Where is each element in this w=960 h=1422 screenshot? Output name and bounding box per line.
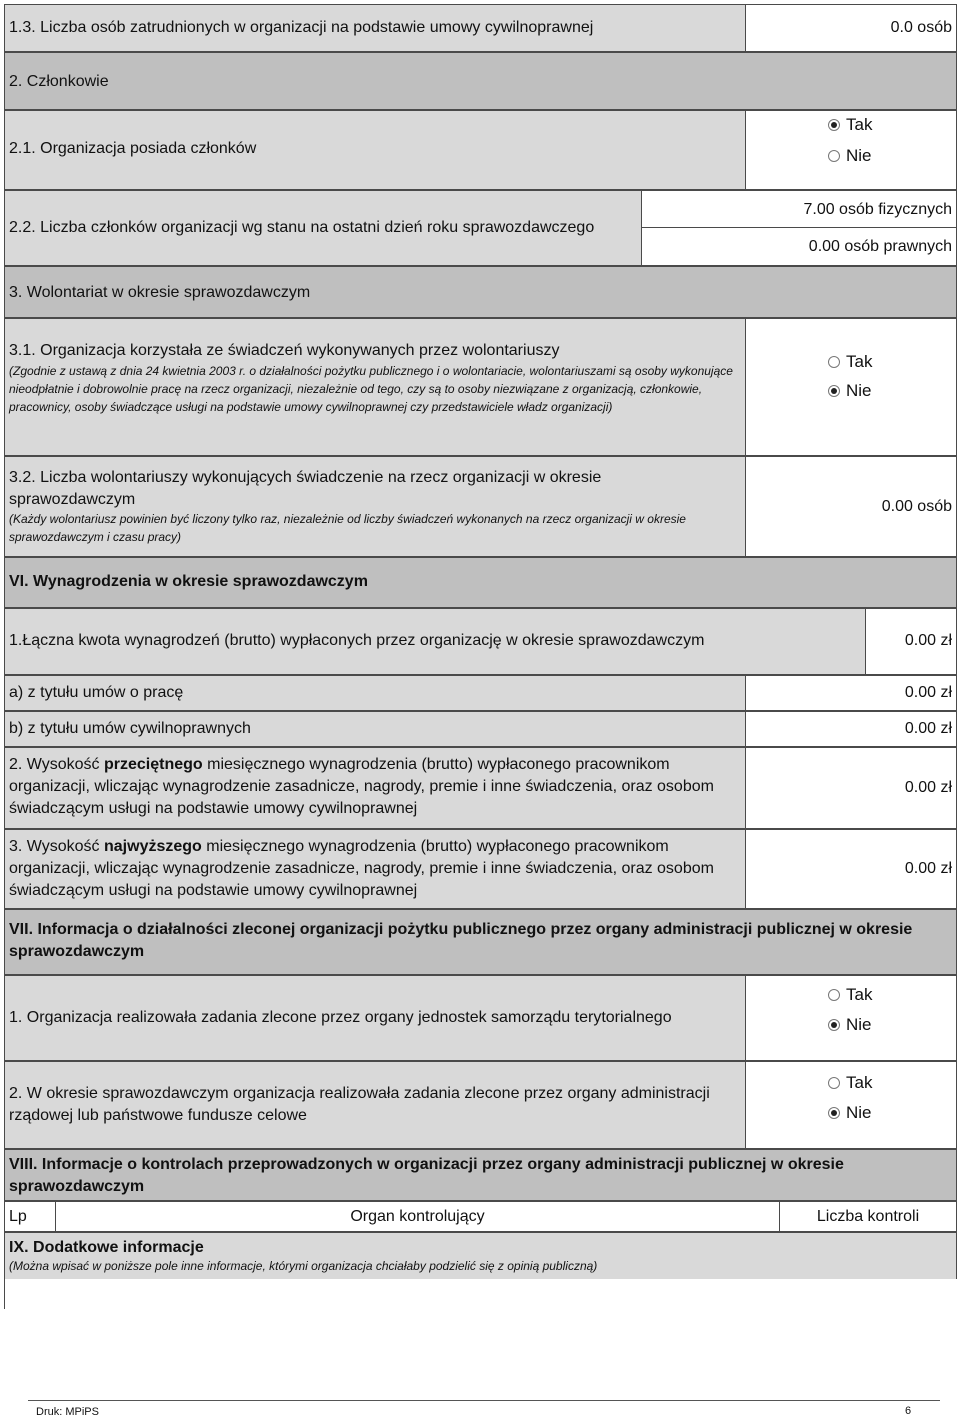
radio-label: Nie xyxy=(846,146,872,165)
radio-selected-icon xyxy=(828,385,840,397)
radio-label: Tak xyxy=(846,985,873,1004)
radio-unselected-icon xyxy=(828,356,840,368)
radio-3-1-yes[interactable] xyxy=(828,352,872,372)
col-lp-label: Lp xyxy=(9,1208,27,1225)
radio-3-1-no[interactable] xyxy=(828,381,872,401)
row-6-3-label xyxy=(9,836,744,902)
radio-unselected-icon xyxy=(828,1077,840,1089)
row-2-2-value-fiz: 7.00 osób fizycznych xyxy=(803,201,952,218)
row-6-3-label-post: miesięcznego wynagrodzenia (brutto) wypłaconego pracownikom organizacji, wliczając wynagrodzenie zasadnicze, nagrody, premie i inne świadczenia, oraz osobom świadczącym usługi na podstawie umowy cywilnoprawnej xyxy=(9,838,714,899)
row-6-a-value: 0.00 zł xyxy=(904,684,952,701)
radio-label: Tak xyxy=(846,115,873,134)
row-6-2-value: 0.00 zł xyxy=(904,779,952,796)
section-6-title: VI. Wynagrodzenia w okresie sprawozdawczym xyxy=(9,573,368,590)
radio-7-2-yes[interactable] xyxy=(828,1073,872,1093)
section-3-title: 3. Wolontariat w okresie sprawozdawczym xyxy=(9,284,311,301)
row-2-1-label: 2.1. Organizacja posiada członków xyxy=(9,140,257,157)
radio-label: Nie xyxy=(846,1103,872,1122)
radio-7-1-yes[interactable] xyxy=(828,985,872,1005)
row-6-1-label: 1.Łączna kwota wynagrodzeń (brutto) wypłaconych przez organizację w okresie sprawozdawczym xyxy=(9,632,705,649)
row-1-3-value: 0.0 osób xyxy=(890,19,952,36)
radio-selected-icon xyxy=(828,1019,840,1031)
radio-selected-icon xyxy=(828,119,840,131)
row-3-2-label: 3.2. Liczba wolontariuszy wykonujących świadczenie na rzecz organizacji w okresie sprawozdawczym xyxy=(9,469,602,508)
row-3-2-value: 0.00 osób xyxy=(881,498,952,515)
radio-label: Tak xyxy=(846,1073,873,1092)
section-2-title: 2. Członkowie xyxy=(9,73,109,90)
radio-unselected-icon xyxy=(828,989,840,1001)
radio-2-1-yes[interactable] xyxy=(828,115,872,135)
radio-label: Tak xyxy=(846,352,873,371)
radio-7-1-no[interactable] xyxy=(828,1015,872,1035)
footer-divider xyxy=(28,1400,940,1401)
radio-label: Nie xyxy=(846,1015,872,1034)
row-7-2-label: 2. W okresie sprawozdawczym organizacja realizowała zadania zlecone przez organy administracji rządowej lub państwowe fundusze celowe xyxy=(9,1085,710,1124)
footer-print: Druk: MPiPS xyxy=(36,1406,99,1418)
section-8-title: VIII. Informacje o kontrolach przeprowadzonych w organizacji przez organy administracji publicznej w okresie sprawozdawczym xyxy=(9,1156,844,1195)
radio-selected-icon xyxy=(828,1107,840,1119)
col-liczba-label: Liczba kontroli xyxy=(816,1208,920,1225)
col-organ-label: Organ kontrolujący xyxy=(350,1208,485,1225)
row-3-1-note: (Zgodnie z ustawą z dnia 24 kwietnia 2003 r. o działalności pożytku publicznego i o wolontariacie, wolontariuszami są osoby wykonujące nieodpłatnie i dobrowolnie pracę na rzecz organizacji, niezależnie od tego, czy są to osoby niezwiązane z organizacją, członkowie, pracownicy, osoby świadczące usługi na podstawie umowy cywilnoprawnej czy przedstawiciele władz organizacji) xyxy=(9,364,733,414)
radio-unselected-icon xyxy=(828,150,840,162)
row-2-2-value-praw: 0.00 osób prawnych xyxy=(808,238,952,255)
footer-page-number: 6 xyxy=(905,1405,912,1417)
radio-7-2-no[interactable] xyxy=(828,1103,872,1123)
radio-label: Nie xyxy=(846,381,872,400)
section-2-header xyxy=(4,52,957,110)
row-1-3-label: 1.3. Liczba osób zatrudnionych w organizacji na podstawie umowy cywilnoprawnej xyxy=(9,19,594,36)
row-2-2-label: 2.2. Liczba członków organizacji wg stanu na ostatni dzień roku sprawozdawczego xyxy=(9,219,595,236)
row-6-a-label: a) z tytułu umów o pracę xyxy=(9,684,184,701)
section-9-title: IX. Dodatkowe informacje xyxy=(9,1239,204,1256)
row-6-2-label-pre: 2. Wysokość xyxy=(9,756,104,773)
row-3-2-note: (Każdy wolontariusz powinien być liczony tylko raz, niezależnie od liczby świadczeń wykonanych na rzecz organizacji w okresie sprawozdawczym i czasu pracy) xyxy=(9,512,686,544)
radio-2-1-no[interactable] xyxy=(828,146,872,166)
row-6-b-value: 0.00 zł xyxy=(904,720,952,737)
row-6-3-value: 0.00 zł xyxy=(904,860,952,877)
section-9-note: (Można wpisać w poniższe pole inne informacje, którymi organizacja chciałaby podzielić się z opinią publiczną) xyxy=(9,1259,598,1273)
row-6-3-label-emph: najwyższego xyxy=(104,838,202,855)
row-6-2-label xyxy=(9,754,744,820)
row-6-3-label-pre: 3. Wysokość xyxy=(9,838,104,855)
row-3-1-label: 3.1. Organizacja korzystała ze świadczeń wykonywanych przez wolontariuszy xyxy=(9,342,560,359)
section-7-title: VII. Informacja o działalności zleconej organizacji pożytku publicznego przez organy administracji publicznej w okresie sprawozdawczym xyxy=(9,921,913,960)
row-6-2-label-emph: przeciętnego xyxy=(104,756,203,773)
additional-info-field[interactable] xyxy=(4,1279,957,1309)
row-6-1-value: 0.00 zł xyxy=(904,632,952,649)
row-6-2-label-post: miesięcznego wynagrodzenia (brutto) wypłaconego pracownikom organizacji, wliczając wynagrodzenie zasadnicze, nagrody, premie i inne świadczenia, oraz osobom świadczącym usługi na podstawie umowy cywilnoprawnej xyxy=(9,756,714,817)
row-6-b-label: b) z tytułu umów cywilnoprawnych xyxy=(9,720,251,737)
row-7-1-label: 1. Organizacja realizowała zadania zlecone przez organy jednostek samorządu terytorialnego xyxy=(9,1009,672,1026)
